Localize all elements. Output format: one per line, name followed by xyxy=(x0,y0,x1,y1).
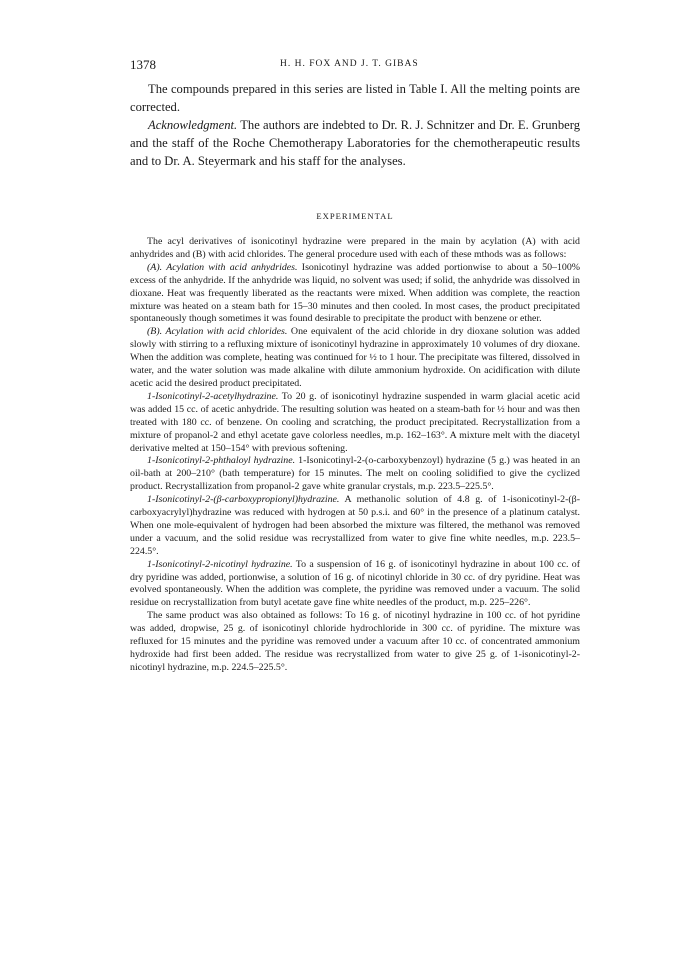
acknowledgment-label: Acknowledgment. xyxy=(148,118,238,132)
running-head: H. H. FOX AND J. T. GIBAS xyxy=(280,59,419,69)
paragraph-general xyxy=(130,236,580,262)
paragraph-acetylhydrazine xyxy=(130,391,580,456)
paragraph-text: The acyl derivatives of isonicotinyl hydrazine were prepared in the main by acylation (A) with acid anhydrides and (B) with acid chlorides. The general procedure used with each of these mthods was as follows: xyxy=(130,236,580,260)
paragraph-text: To 20 g. of isonicotinyl hydrazine suspended in warm glacial acetic acid was added 15 cc. of acetic anhydride. The resulting solution was heated on a steam-bath for ½ hour and was then treated with 180 cc. of benzene. On cooling and scratching, the product precipitated. Recrystallization from a mixture of propanol-2 and ethyl acetate gave colorless needles, m.p. 162–163°. A mixture melt with the diacetyl derivative melted at 150–154° with previous softening. xyxy=(130,390,580,454)
paragraph-label: 1-Isonicotinyl-2-nicotinyl hydrazine. xyxy=(147,558,293,570)
paragraph-text: The same product was also obtained as follows: To 16 g. of nicotinyl hydrazine in 100 cc. of hot pyridine was added, dropwise, 25 g. of isonicotinyl chloride hydrochloride in 300 cc. of pyridine. The mixture was refluxed for 15 minutes and the pyridine was removed under a vacuum after 10 cc. of concentrated ammonium hydroxide had first been added. The residue was recrystallized from water to give 25 g. of 1-isonicotinyl-2-nicotinyl hydrazine, m.p. 224.5–225.5°. xyxy=(130,610,580,673)
paragraph-text: 1-Isonicotinyl-2-(o-carboxybenzoyl) hydrazine (5 g.) was heated in an oil-bath at 200–210° (bath temperature) for 15 minutes. The melt on cooling solidified to give the cyclized product. Recrystallization from propanol-2 gave white granular crystals, m.p. 223.5–225.5°. xyxy=(130,455,581,493)
acknowledgment-text: The authors are indebted to Dr. R. J. Schnitzer and Dr. E. Grunberg and the staff of the Roche Chemotherapy Laboratories for the chemotherapeutic results and to Dr. A. Steyermark and his staff for the analyses. xyxy=(130,118,580,168)
section-title: EXPERIMENTAL xyxy=(316,211,394,221)
page-header xyxy=(130,57,580,73)
paragraph-label: (B). Acylation with acid chlorides. xyxy=(147,326,288,338)
paragraph-label: 1-Isonicotinyl-2-acetylhydrazine. xyxy=(147,390,279,402)
paragraph-nicotinyl xyxy=(130,559,580,611)
paragraph-text: Isonicotinyl hydrazine was added portionwise to about a 50–100% excess of the anhydride. If the anhydride was liquid, no solvent was used; if solid, the anhydride was dissolved in dioxane. Heat was frequently liberated as the reactants were mixed. When addition was complete, the reaction mixture was heated on a steam bath for 15–30 minutes and then cooled. In most cases, the product precipitated spontaneously though sometimes it was found desirable to precipitate the product with benzene or ether. xyxy=(130,261,580,325)
paragraph-text: One equivalent of the acid chloride in dry dioxane solution was added slowly with stirring to a refluxing mixture of isonicotinyl hydrazine in approximately 10 volumes of dry dioxane. When the addition was complete, heating was continued for ½ to 1 hour. The precipitate was filtered, dissolved in water, and the water solution was made alkaline with dilute ammonium hydroxide. On acidification with dilute acetic acid the desired product precipitated. xyxy=(130,326,580,389)
paragraph-method-b xyxy=(130,326,580,391)
experimental-body xyxy=(130,236,580,675)
paragraph-carboxypropionyl xyxy=(130,494,580,559)
page-number: 1378 xyxy=(130,57,156,72)
intro-paragraph: The compounds prepared in this series are listed in Table I. All the melting points are corrected. xyxy=(130,82,580,114)
paragraph-text: A methanolic solution of 4.8 g. of 1-isonicotinyl-2-(β-carboxyacrylyl)hydrazine was reduced with hydrogen at 50 p.s.i. and 60° in the presence of a platinum catalyst. When one mole-equivalent of hydrogen had been absorbed the mixture was filtered, the methanol was removed under a vacuum, and the solid residue was recrystallized from water to give fine white needles, m.p. 223.5–224.5°. xyxy=(130,494,580,557)
paragraph-label: 1-Isonicotinyl-2-phthaloyl hydrazine. xyxy=(147,455,296,467)
intro-section xyxy=(130,80,580,170)
paragraph-alternate-route xyxy=(130,610,580,675)
acknowledgment-paragraph xyxy=(130,116,580,170)
paragraph-label: (A). Acylation with acid anhydrides. xyxy=(147,261,298,273)
paragraph-label: 1-Isonicotinyl-2-(β-carboxypropionyl)hydrazine. xyxy=(147,494,340,506)
paragraph-text: To a suspension of 16 g. of isonicotinyl hydrazine in about 100 cc. of dry pyridine was added, portionwise, a solution of 16 g. of nicotinyl chloride in 30 cc. of dry pyridine. Heat was evolved spontaneously. When the addition was complete, the pyridine was removed under a vacuum. The solid residue on recrystallization from butyl acetate gave fine white needles of the product, m.p. 225–226°. xyxy=(130,558,580,609)
paragraph-phthaloyl xyxy=(130,455,580,494)
paragraph-method-a xyxy=(130,262,580,327)
